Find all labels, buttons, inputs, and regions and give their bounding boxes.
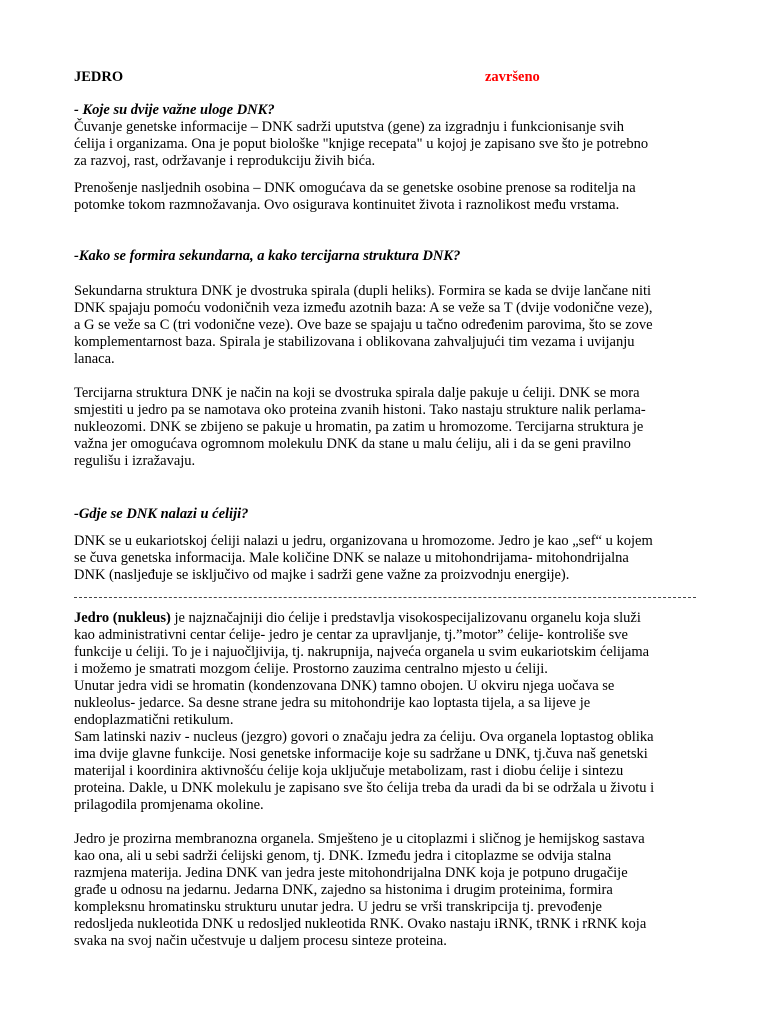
document-title: JEDRO	[74, 69, 124, 85]
question-2: -Kako se formira sekundarna, a kako tercijarna struktura DNK?	[74, 248, 461, 264]
paragraph-1-1: Čuvanje genetske informacije – DNK sadrži uputstva (gene) za izgradnju i funkcionisanje svih ćelija i organizama. Ona je poput biološke "knjige recepata" u kojoj je zapisano sve što je potrebno za razvoj, rast, održavanje i reprodukciju živih bića.	[74, 119, 649, 169]
paragraph-3-1: DNK se u eukariotskoj ćeliji nalazi u jedru, organizovana u hromozome. Jedro je kao „sef“ u kojem se čuva genetska informacija. Male količine DNK se nalaze u mitohondrijama- mitohondrijalna DNK (nasljeđuje se isključivo od majke i sadrži gene važne za proizvodnju energije).	[74, 533, 653, 583]
paragraph-4-1	[74, 610, 696, 814]
bold-lead: Jedro (nukleus)	[74, 610, 171, 626]
paragraph-4-2: Jedro je prozirna membranozna organela. Smješteno je u citoplazmi i sličnog je hemijskog sastava kao ona, ali u sebi sadrži ćelijski genom, tj. DNK. Između jedra i citoplazme se odvija stalna razmjena materija. Jedina DNK van jedra jeste mitohondrijalna DNK koja je potpuno drugačije građe u odnosu na jedarnu. Jedarna DNK, zajedno sa histonima i drugim proteinima, formira kompleksnu hromatinsku strukturu unutar jedra. U jedru se vrši transkripcija tj. prevođenje redosljeda nukleotida DNK u redosljed nukleotida RNK. Ovako nastaju iRNK, tRNK i rRNK koja svaka na svoj način učestvuje u daljem procesu sinteze proteina.	[74, 831, 647, 949]
question-1: - Koje su dvije važne uloge DNK?	[74, 102, 275, 118]
paragraph-1-2: Prenošenje nasljednih osobina – DNK omogućava da se genetske osobine prenose sa roditelja na potomke tokom razmnožavanja. Ovo osigurava kontinuitet života i raznolikost među vrstama.	[74, 180, 636, 213]
question-3: -Gdje se DNK nalazi u ćeliji?	[74, 506, 249, 522]
paragraph-4-1-text: je najznačajniji dio ćelije i predstavlja visokospecijalizovanu organelu koja služi kao administrativni centar ćelije- jedro je centar za upravljanje, tj.”motor” ćelije- kontroliše sve funkcije u ćeliji. To je i najuočljivija, tj. nakrupnija, najveća organela u svim eukariotskim ćelijama i možemo je smatrati mozgom ćelije. Prostorno zauzima centralno mjesto u ćeliji. Unutar jedra vidi se hromatin (kondenzovana DNK) tamno obojen. U okviru njega uočava se nukleolus- jedarce. Sa desne strane jedra su mitohondrije kao loptasta tijela, a sa lijeve je endoplazmatični retikulum. Sam latinski naziv - nucleus (jezgro) govori o značaju jedra za ćeliju. Ova organela loptastog oblika ima dvije glavne funkcije. Nosi genetske informacije koje su sadržane u DNK, tj.čuva naš genetski materijal i koordinira aktivnošću ćelije koja uključuje metabolizam, rast i diobu ćelije i sintezu proteina. Dakle, u DNK molekulu je zapisano sve što ćelija treba da uradi da bi se održala u životu i prilagodila promjenama okoline.	[74, 610, 655, 813]
status-label: završeno	[485, 69, 540, 85]
paragraph-2-1: Sekundarna struktura DNK je dvostruka spirala (dupli heliks). Formira se kada se dvije lančane niti DNK spajaju pomoću vodoničnih veza između azotnih baza: A se veže sa T (dvije vodonične veze), a G se veže sa C (tri vodonične veze). Ove baze se spajaju u tačno određenim parovima, što se zove komplementarnost baza. Spirala je stabilizovana i oblikovana zahvaljujući tim vezama i uvijanju lanaca.	[74, 283, 653, 367]
dashed-divider	[74, 597, 696, 598]
paragraph-2-2: Tercijarna struktura DNK je način na koji se dvostruka spirala dalje pakuje u ćeliji. DNK se mora smjestiti u jedro pa se namotava oko proteina zvanih histoni. Tako nastaju strukture nalik perlama- nukleozomi. DNK se zbijeno se pakuje u hromatin, pa zatim u hromozome. Tercijarna struktura je važna jer omogućava ogromnom molekulu DNK da stane u malu ćeliju, ali i da se geni pravilno regulišu i izražavaju.	[74, 385, 646, 469]
document-page	[74, 66, 696, 950]
document-header	[74, 66, 696, 88]
